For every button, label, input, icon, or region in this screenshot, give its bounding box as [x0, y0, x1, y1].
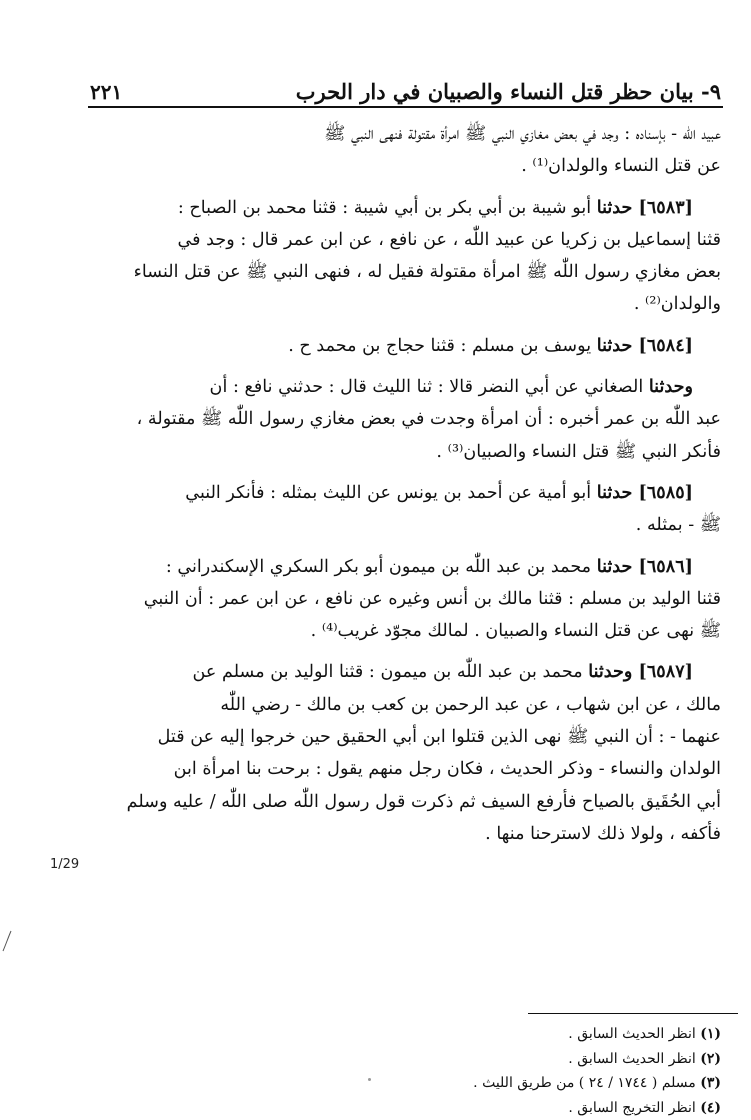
main-text [90, 118, 721, 850]
text-line: وحدثنا الصغاني عن أبي النضر قالا : ثنا الليث قال : حدثني نافع : أن [90, 371, 721, 403]
hadith-6583 [90, 192, 721, 321]
text-line: فأنكر النبي ﷺ قتل النساء والصبيان⁽³⁾ . [90, 436, 721, 468]
text-line: عن قتل النساء والولدان⁽¹⁾ . [90, 150, 721, 182]
footnotes [201, 1022, 721, 1120]
text-block-continuation [90, 118, 721, 183]
page-number: ٢٢١ [90, 80, 122, 104]
footnote-text: انظر الحديث السابق . [568, 1026, 700, 1042]
footnote-text: انظر الحديث السابق . [568, 1051, 700, 1067]
hadith-number: [٦٥٨٧] وحدثنا [588, 661, 693, 682]
scan-mark [2, 930, 12, 952]
text-line: [٦٥٨٦] حدثنا محمد بن عبد اللّٰه بن ميمون أبو بكر السكري الإسكندراني : [90, 551, 721, 583]
hadith-number: [٦٥٨٦] حدثنا [597, 556, 693, 577]
hadith-number: [٦٥٨٣] حدثنا [597, 197, 693, 218]
hadith-6585 [90, 477, 721, 542]
text-line: ﷺ نهى عن قتل النساء والصبيان . لمالك مجوّد غريب⁽⁴⁾ . [90, 615, 721, 647]
footnote-number: (٤) [700, 1100, 721, 1116]
text-line: قثنا الوليد بن مسلم : قثنا مالك بن أنس وغيره عن نافع ، عن ابن عمر : أن النبي [90, 583, 721, 615]
hadith-6584-second-chain [90, 371, 721, 468]
text-line: والولدان⁽²⁾ . [90, 288, 721, 320]
text-line: عنهما - : أن النبي ﷺ نهى الذين قتلوا ابن أبي الحقيق حين خرجوا إليه عن قتل [90, 721, 721, 753]
text-line: مالك ، عن ابن شهاب ، عن عبد الرحمن بن كعب بن مالك - رضي اللّٰه [90, 689, 721, 721]
text-line: [٦٥٨٧] وحدثنا محمد بن عبد اللّٰه بن ميمون : قثنا الوليد بن مسلم عن [90, 656, 721, 688]
text-line: أبي الحُقَيق بالصياح فأرفع السيف ثم ذكرت قول رسول اللّٰه صلى اللّٰه / عليه وسلم [90, 786, 721, 818]
hadith-number: [٦٥٨٥] حدثنا [597, 482, 693, 503]
footnote [201, 1022, 721, 1047]
text-line: [٦٥٨٣] حدثنا أبو شيبة بن أبي بكر بن أبي شيبة : قثنا محمد بن الصباح : [90, 192, 721, 224]
hadith-number: [٦٥٨٤] حدثنا [597, 335, 693, 356]
chapter-title: ٩- بيان حظر قتل النساء والصبيان في دار الحرب [296, 79, 721, 104]
chain-word: وحدثنا [649, 376, 693, 397]
footnote-number: (٢) [700, 1051, 721, 1067]
text-line: قثنا إسماعيل بن زكريا عن عبيد اللّٰه ، عن نافع ، عن ابن عمر قال : وجد في [90, 224, 721, 256]
running-header [90, 68, 721, 104]
footnote-rule [528, 1013, 738, 1014]
footnote [201, 1096, 721, 1120]
hadith-6586 [90, 551, 721, 648]
text-line: عبد اللّٰه بن عمر أخبره : أن امرأة وجدت في بعض مغازي رسول اللّٰه ﷺ مقتولة ، [90, 403, 721, 435]
footnote-text: مسلم ( ١٧٤٤ / ٢٤ ) من طريق الليث . [473, 1075, 700, 1091]
footnote [201, 1071, 721, 1096]
text-line: بعض مغازي رسول اللّٰه ﷺ امرأة مقتولة فقيل له ، فنهى النبي ﷺ عن قتل النساء [90, 256, 721, 288]
footnote [201, 1047, 721, 1072]
hadith-6587 [90, 656, 721, 850]
text-line: فأكفه ، ولولا ذلك لاسترحنا منها . [90, 818, 721, 850]
footnote-number: (٣) [700, 1075, 721, 1091]
hadith-6584 [90, 330, 721, 362]
text-line: ﷺ - بمثله . [90, 509, 721, 541]
manuscript-folio-marker: 1/29 [50, 857, 79, 872]
text-line: [٦٥٨٤] حدثنا يوسف بن مسلم : قثنا حجاج بن محمد ح . [90, 330, 721, 362]
text-line: الولدان والنساء - وذكر الحديث ، فكان رجل منهم يقول : برحت بنا امرأة ابن [90, 753, 721, 785]
text-line: عبيد اللّٰه - بإسناده : وجد في بعض مغازي النبي ﷺ امرأة مقتولة فنهى النبي ﷺ [90, 118, 721, 150]
header-rule [88, 106, 723, 108]
footnote-number: (١) [700, 1026, 721, 1042]
scan-speck [368, 1078, 371, 1081]
footnote-text: انظر التخريج السابق . [568, 1100, 700, 1116]
text-line: [٦٥٨٥] حدثنا أبو أمية عن أحمد بن يونس عن الليث بمثله : فأنكر النبي [90, 477, 721, 509]
